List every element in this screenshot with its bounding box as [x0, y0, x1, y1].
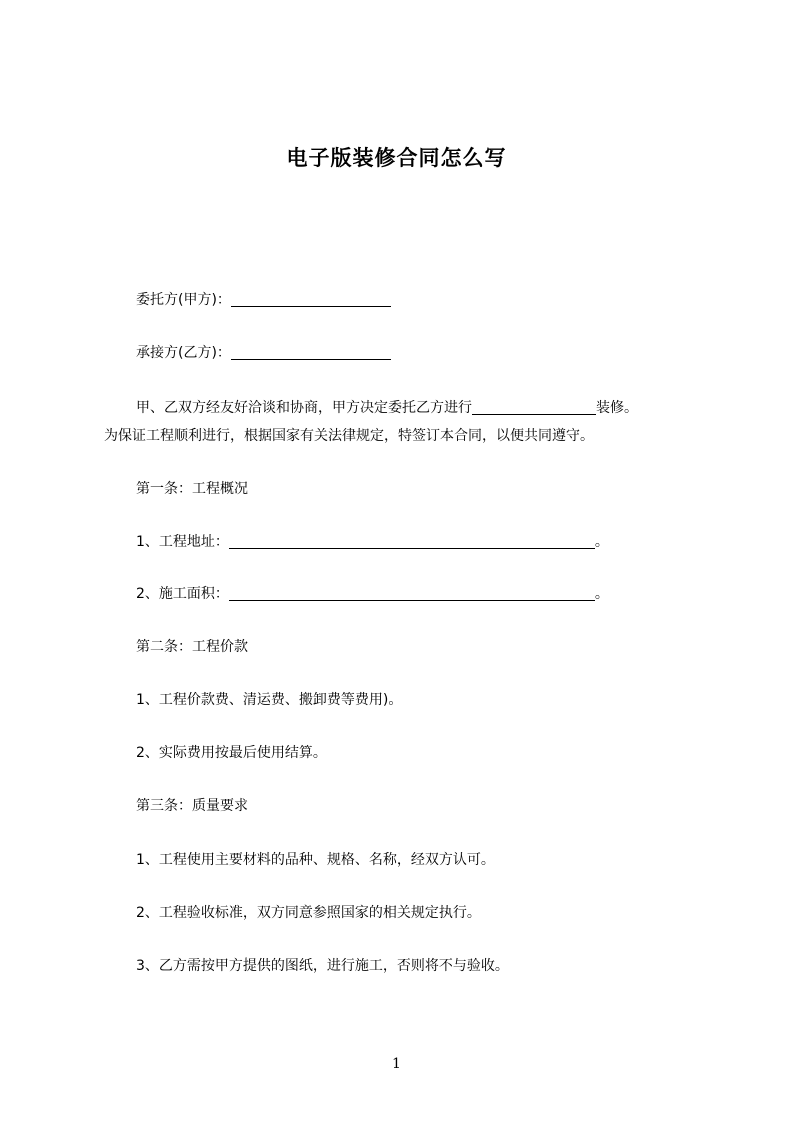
address-end: 。: [594, 534, 609, 550]
area-blank: [229, 586, 595, 601]
article1-item1: [136, 532, 609, 552]
area-end: 。: [594, 586, 609, 602]
intro-line-2: 为保证工程顺利进行，根据国家有关法律规定，特签订本合同，以便共同遵守。: [104, 428, 594, 444]
article3-item3: 3、乙方需按甲方提供的图纸，进行施工，否则将不与验收。: [136, 958, 509, 974]
article3-item2: 2、工程验收标准，双方同意参照国家的相关规定执行。: [136, 905, 481, 921]
intro-paragraph: [104, 394, 704, 450]
intro-blank: [472, 400, 596, 415]
address-label: 1、工程地址：: [136, 534, 229, 550]
article3-heading: 第三条：质量要求: [136, 798, 248, 814]
article2-item2: 2、实际费用按最后使用结算。: [136, 745, 327, 761]
contractor-label: 承接方(乙方)：: [136, 345, 231, 361]
article3-item1: 1、工程使用主要材料的品种、规格、名称，经双方认可。: [136, 852, 495, 868]
article2-item1: 1、工程价款费、清运费、搬卸费等费用)。: [136, 692, 403, 708]
client-line: [136, 290, 391, 310]
contractor-blank: [231, 345, 391, 360]
intro-line-1: [104, 394, 704, 422]
article1-heading: 第一条：工程概况: [136, 481, 248, 497]
page-number: 1: [392, 1056, 401, 1072]
address-blank: [229, 534, 595, 549]
contractor-line: [136, 343, 391, 363]
article1-item2: [136, 584, 609, 604]
client-blank: [231, 292, 391, 307]
document-title: 电子版装修合同怎么写: [286, 146, 507, 170]
intro-text-1: 甲、乙双方经友好洽谈和协商，甲方决定委托乙方进行: [136, 400, 472, 416]
area-label: 2、施工面积：: [136, 586, 229, 602]
intro-text-2: 装修。: [596, 400, 638, 416]
article2-heading: 第二条：工程价款: [136, 639, 248, 655]
client-label: 委托方(甲方)：: [136, 292, 231, 308]
